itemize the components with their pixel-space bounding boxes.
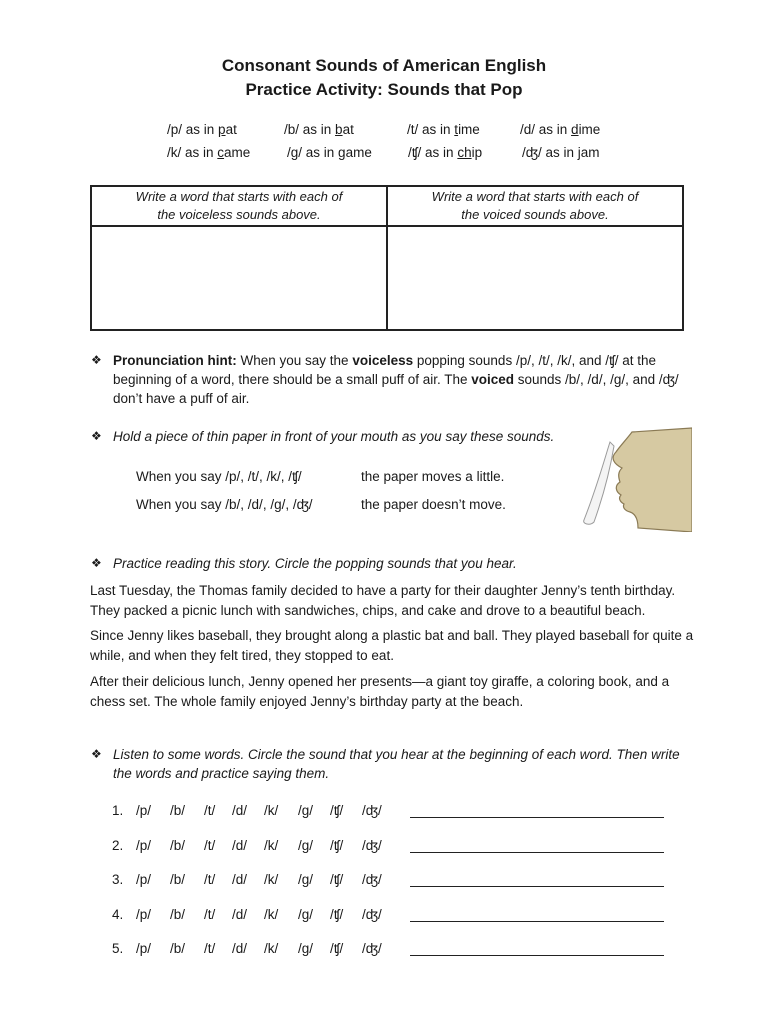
sound-example: /g/ as in game bbox=[287, 145, 372, 160]
sound-option[interactable]: /b/ bbox=[170, 872, 186, 887]
exercise-number: 1. bbox=[112, 803, 124, 818]
sound-option[interactable]: /t/ bbox=[204, 906, 216, 922]
answer-line[interactable] bbox=[410, 852, 664, 853]
paper-instruction: ❖ Hold a piece of thin paper in front of your mouth as you say these sounds. bbox=[91, 429, 555, 444]
diamond-bullet-icon: ❖ bbox=[91, 556, 102, 570]
sound-option[interactable]: /d/ bbox=[232, 872, 248, 887]
say-voiceless: When you say /p/, /t/, /k/, /ʧ/ bbox=[136, 469, 302, 484]
sound-option[interactable]: /k/ bbox=[264, 803, 279, 818]
exercise-row bbox=[112, 803, 672, 823]
effect-voiced: the paper doesn’t move. bbox=[361, 497, 506, 512]
sound-option[interactable]: /k/ bbox=[264, 872, 279, 887]
voiced-answer-cell[interactable] bbox=[387, 226, 683, 330]
sound-option[interactable]: /t/ bbox=[204, 872, 216, 887]
story-paragraph-2: Since Jenny likes baseball, they brought along a plastic bat and ball. They played baseball for quite a while, and when they felt tired, they stopped to eat. bbox=[90, 628, 694, 663]
sound-example: /ʤ/ as in jam bbox=[522, 145, 600, 160]
sound-option[interactable]: /ʧ/ bbox=[330, 803, 344, 818]
sound-option[interactable]: /d/ bbox=[232, 803, 248, 818]
sound-option[interactable]: /ʧ/ bbox=[330, 906, 344, 922]
listen-instruction: ❖ Listen to some words. Circle the sound that you hear at the beginning of each word. Then write the words and practice saying them. bbox=[91, 747, 680, 781]
sound-option[interactable]: /ʧ/ bbox=[330, 941, 344, 956]
answer-line[interactable] bbox=[410, 955, 664, 956]
diamond-bullet-icon: ❖ bbox=[91, 429, 102, 443]
exercise-row bbox=[112, 838, 672, 858]
sound-option[interactable]: /ʤ/ bbox=[362, 906, 382, 922]
sound-option[interactable]: /ʧ/ bbox=[330, 872, 344, 887]
sound-option[interactable]: /ʧ/ bbox=[330, 837, 344, 853]
exercise-row bbox=[112, 941, 672, 961]
sound-option[interactable]: /ʤ/ bbox=[362, 941, 382, 956]
sound-option[interactable]: /k/ bbox=[264, 837, 279, 853]
sound-option[interactable]: /p/ bbox=[136, 906, 152, 922]
sound-example: /d/ as in dime bbox=[520, 122, 601, 137]
exercise-number: 3. bbox=[112, 872, 124, 887]
sound-option[interactable]: /k/ bbox=[264, 906, 279, 922]
sound-option[interactable]: /g/ bbox=[298, 906, 314, 922]
story-paragraph-3: After their delicious lunch, Jenny opened her presents—a giant toy giraffe, a coloring book, and a chess set. The whole family enjoyed Jenny’s birthday party at the beach. bbox=[90, 674, 670, 709]
sound-option[interactable]: /ʤ/ bbox=[362, 872, 382, 887]
sound-option[interactable]: /k/ bbox=[264, 941, 279, 956]
story-paragraph-1: Last Tuesday, the Thomas family decided to have a party for their daughter Jenny’s tenth birthday. They packed a picnic lunch with sandwiches, chips, and cake and drove to a beautiful beach. bbox=[90, 583, 676, 618]
sounds-row-1 bbox=[0, 122, 768, 144]
answer-line[interactable] bbox=[410, 817, 664, 818]
voiceless-answer-cell[interactable] bbox=[91, 226, 387, 330]
sound-option[interactable]: /p/ bbox=[136, 803, 152, 818]
exercise-row bbox=[112, 872, 672, 892]
paper-strip bbox=[584, 442, 614, 524]
sound-option[interactable]: /b/ bbox=[170, 837, 186, 853]
sound-option[interactable]: /b/ bbox=[170, 803, 186, 818]
diamond-bullet-icon: ❖ bbox=[91, 353, 102, 367]
sound-option[interactable]: /t/ bbox=[204, 941, 216, 956]
voiced-column-header: Write a word that starts with each of the voiced sounds above. bbox=[387, 186, 683, 226]
exercise-number: 5. bbox=[112, 941, 124, 956]
sound-option[interactable]: /t/ bbox=[204, 803, 216, 818]
sound-option[interactable]: /p/ bbox=[136, 941, 152, 956]
sound-option[interactable]: /g/ bbox=[298, 837, 314, 853]
answer-line[interactable] bbox=[410, 921, 664, 922]
sound-option[interactable]: /g/ bbox=[298, 941, 314, 956]
story-instruction: ❖ Practice reading this story. Circle the popping sounds that you hear. bbox=[91, 556, 517, 571]
sound-option[interactable]: /d/ bbox=[232, 906, 248, 922]
sound-example: /k/ as in came bbox=[167, 145, 251, 160]
sounds-row-2 bbox=[0, 145, 768, 167]
sound-option[interactable]: /d/ bbox=[232, 837, 248, 853]
sound-example: /ʧ/ as in chip bbox=[408, 145, 483, 160]
voiceless-column-header: Write a word that starts with each of the voiceless sounds above. bbox=[91, 186, 387, 226]
say-voiced: When you say /b/, /d/, /g/, /ʤ/ bbox=[136, 497, 313, 512]
sound-option[interactable]: /b/ bbox=[170, 906, 186, 922]
sound-option[interactable]: /t/ bbox=[204, 837, 216, 853]
pronunciation-hint: ❖ Pronunciation hint: When you say the voiceless popping sounds /p/, /t/, /k/, and /ʧ/ at the beginning of a word, there should be a small puff of air. The voiced sounds /b/, /d/, /g/, and /ʤ/ don’t have a puff of air. bbox=[91, 353, 679, 406]
exercise-number: 4. bbox=[112, 906, 124, 922]
sound-example: /b/ as in bat bbox=[284, 122, 354, 137]
sound-option[interactable]: /ʤ/ bbox=[362, 803, 382, 818]
sound-option[interactable]: /p/ bbox=[136, 872, 152, 887]
sound-option[interactable]: /p/ bbox=[136, 837, 152, 853]
face-profile bbox=[613, 428, 692, 532]
exercise-number: 2. bbox=[112, 837, 124, 853]
page-title: Consonant Sounds of American English bbox=[221, 56, 547, 75]
diamond-bullet-icon: ❖ bbox=[91, 747, 102, 761]
sound-option[interactable]: /g/ bbox=[298, 803, 314, 818]
sound-option[interactable]: /g/ bbox=[298, 872, 314, 887]
page-subtitle: Practice Activity: Sounds that Pop bbox=[245, 80, 523, 99]
sound-example: /t/ as in time bbox=[407, 122, 480, 137]
sound-option[interactable]: /ʤ/ bbox=[362, 837, 382, 853]
sound-example: /p/ as in pat bbox=[167, 122, 237, 137]
effect-voiceless: the paper moves a little. bbox=[361, 469, 505, 484]
word-table bbox=[90, 185, 684, 331]
sound-option[interactable]: /b/ bbox=[170, 941, 186, 956]
answer-line[interactable] bbox=[410, 886, 664, 887]
face-with-paper-icon bbox=[576, 424, 692, 532]
sound-option[interactable]: /d/ bbox=[232, 941, 248, 956]
exercise-row bbox=[112, 907, 672, 927]
